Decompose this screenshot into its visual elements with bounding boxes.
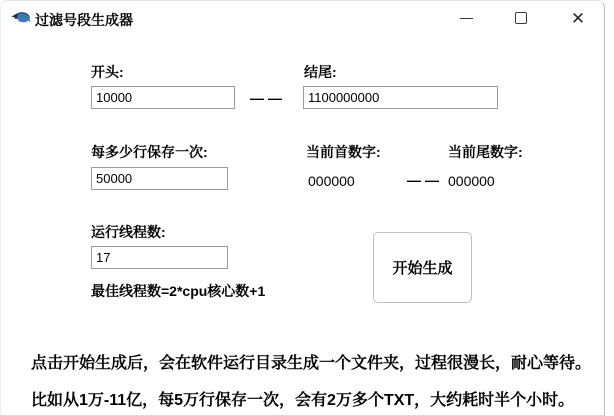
minimize-button[interactable] <box>443 1 489 35</box>
current-first-value: 000000 <box>308 173 355 189</box>
end-input[interactable] <box>303 86 498 109</box>
window-title: 过滤号段生成器 <box>35 12 133 28</box>
app-icon <box>10 10 32 26</box>
save-interval-input[interactable] <box>91 167 228 190</box>
threads-hint: 最佳线程数=2*cpu核心数+1 <box>91 283 266 299</box>
current-separator: —— <box>407 172 443 188</box>
title-bar[interactable] <box>1 1 604 37</box>
footer-instruction-line2: 比如从1万-11亿，每5万行保存一次，会有2万多个TXT，大约耗时半个小时。 <box>31 392 575 409</box>
range-separator: —— <box>250 90 286 106</box>
save-interval-label: 每多少行保存一次: <box>91 144 208 160</box>
start-input[interactable] <box>91 86 235 109</box>
current-first-label: 当前首数字: <box>306 144 381 160</box>
maximize-icon <box>515 12 527 24</box>
close-icon: ✕ <box>570 8 586 28</box>
threads-label: 运行线程数: <box>91 224 166 240</box>
current-last-value: 000000 <box>448 173 495 189</box>
end-label: 结尾: <box>304 64 337 80</box>
current-last-label: 当前尾数字: <box>448 144 523 160</box>
threads-input[interactable] <box>91 246 228 269</box>
minimize-icon <box>460 18 473 19</box>
footer-instruction-line1: 点击开始生成后，会在软件运行目录生成一个文件夹，过程很漫长，耐心等待。 <box>31 355 592 372</box>
generate-button[interactable]: 开始生成 <box>373 232 472 303</box>
close-button[interactable] <box>555 1 601 35</box>
maximize-button[interactable] <box>498 1 544 35</box>
start-label: 开头: <box>91 64 124 80</box>
